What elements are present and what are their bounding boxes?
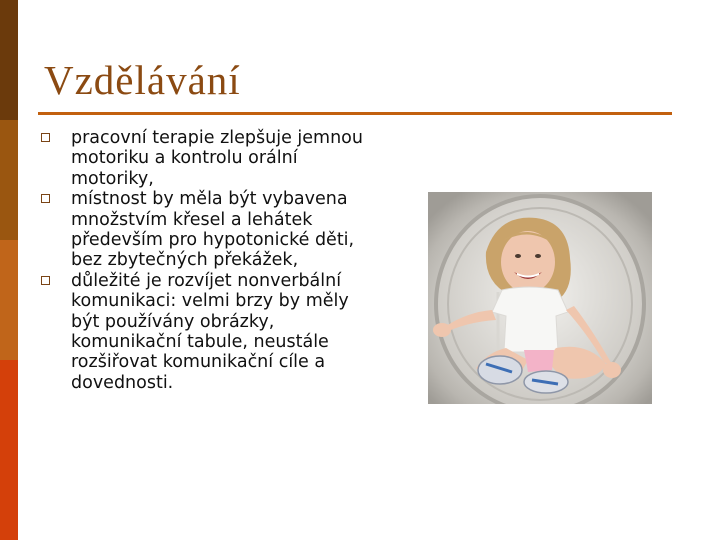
slide-title: Vzdělávání <box>44 57 241 103</box>
square-bullet-icon <box>41 133 50 142</box>
bullet-item <box>40 271 370 393</box>
bullet-list <box>40 128 370 393</box>
title-underline <box>38 112 672 115</box>
bullet-item <box>40 189 370 271</box>
bullet-item <box>40 128 370 189</box>
square-bullet-icon <box>41 276 50 285</box>
stripe-segment <box>0 120 18 240</box>
photo-child-in-tunnel <box>428 192 652 404</box>
bullet-text: důležité je rozvíjet nonverbální komunikaci: velmi brzy by měly být používány obrázky, komunikační tabule, neustále rozšiřovat komunikační cíle a dovednosti. <box>71 270 349 393</box>
bullet-text: místnost by měla být vybavena množstvím křesel a lehátek především pro hypotonické děti, bez zbytečných překážek, <box>71 189 355 271</box>
stripe-segment <box>0 240 18 360</box>
square-bullet-icon <box>41 194 50 203</box>
stripe-segment <box>0 0 18 120</box>
bullet-text: pracovní terapie zlepšuje jemnou motoriku a kontrolu orální motoriky, <box>71 128 363 189</box>
photo-illustration <box>428 192 652 404</box>
left-color-stripe <box>0 0 18 540</box>
stripe-segment <box>0 360 18 540</box>
